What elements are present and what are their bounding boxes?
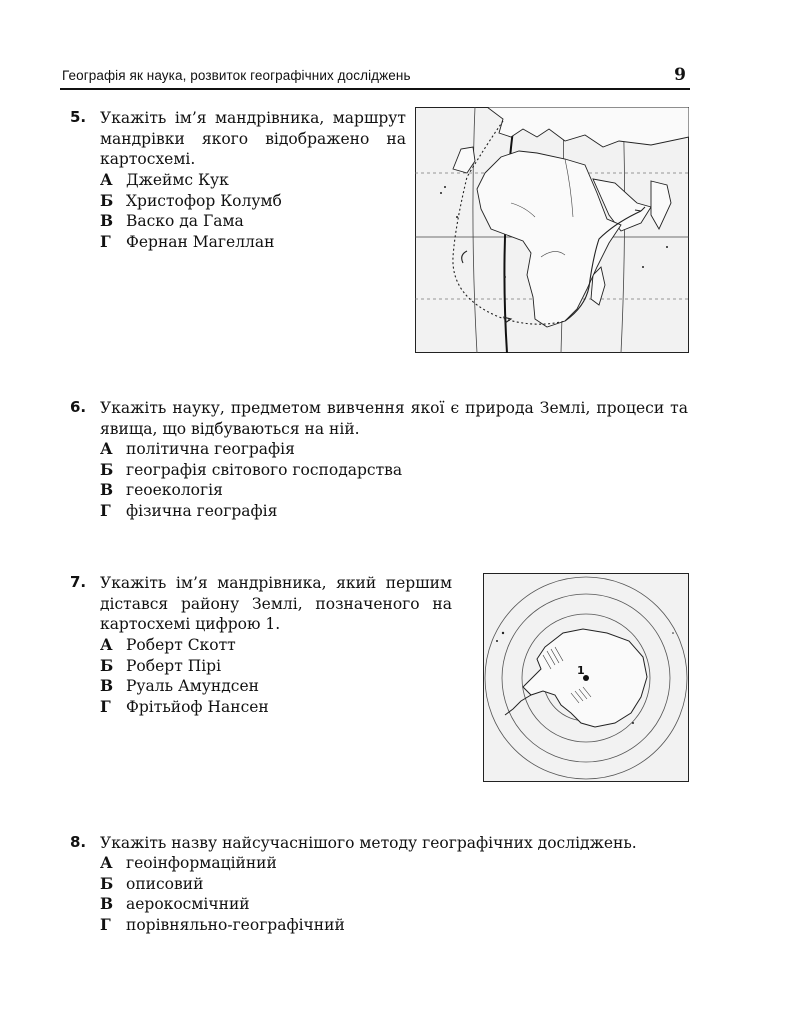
map-marker-label: 1	[577, 664, 585, 677]
option-letter: В	[100, 211, 114, 230]
question-7	[70, 573, 460, 723]
page-header	[60, 64, 690, 90]
answer-option-a[interactable]	[100, 635, 269, 656]
answer-option-d[interactable]	[100, 697, 269, 718]
option-text: геоінформаційний	[126, 854, 277, 872]
option-letter: В	[100, 676, 114, 695]
option-text: аерокосмічний	[126, 895, 250, 913]
answer-option-b[interactable]	[100, 460, 402, 481]
option-letter: Г	[100, 696, 111, 716]
question-5	[70, 108, 410, 258]
option-letter: Б	[100, 873, 114, 893]
antarctica-svg	[483, 573, 689, 782]
option-text: Роберт Скотт	[126, 636, 236, 654]
answer-option-d[interactable]	[100, 501, 402, 522]
option-text: геоекологія	[126, 481, 223, 499]
option-text: Фернан Магеллан	[126, 232, 275, 251]
option-letter: В	[100, 894, 114, 913]
option-letter: Г	[100, 500, 111, 520]
option-text: Христофор Колумб	[126, 191, 282, 210]
answer-options	[100, 853, 345, 935]
question-8	[70, 833, 690, 943]
option-text: Фрітьйоф Нансен	[126, 697, 269, 716]
question-number: 8.	[70, 833, 87, 851]
answer-options	[100, 439, 402, 521]
option-text: Руаль Амундсен	[126, 677, 259, 695]
answer-option-b[interactable]	[100, 874, 345, 895]
answer-option-a[interactable]	[100, 170, 282, 191]
question-text: Укажіть науку, предметом вивчення якої є природа Землі, процеси та явища, що відбуваються на ній.	[100, 399, 688, 438]
option-text: Васко да Гама	[126, 212, 244, 230]
question-text: Укажіть ім’я мандрівника, маршрут мандрівки якого відображено на картосхемі.	[100, 109, 406, 168]
answer-option-a[interactable]	[100, 439, 402, 460]
option-text: описовий	[126, 874, 204, 893]
option-letter: Б	[100, 459, 114, 479]
option-text: географія світового господарства	[126, 460, 403, 479]
route-map-africa	[415, 107, 689, 353]
answer-options	[100, 635, 269, 717]
question-text: Укажіть назву найсучаснішого методу географічних досліджень.	[100, 834, 637, 852]
answer-option-d[interactable]	[100, 232, 282, 253]
answer-option-b[interactable]	[100, 656, 269, 677]
option-text: фізична географія	[126, 501, 278, 520]
answer-options	[100, 170, 282, 252]
answer-option-c[interactable]	[100, 676, 269, 697]
option-letter: А	[100, 439, 113, 458]
option-letter: Г	[100, 914, 111, 934]
question-number: 5.	[70, 108, 87, 126]
option-text: порівняльно-географічний	[126, 915, 345, 934]
question-6	[70, 398, 690, 528]
answer-option-a[interactable]	[100, 853, 345, 874]
option-letter: А	[100, 170, 113, 189]
answer-option-c[interactable]	[100, 894, 345, 915]
option-text: Джеймс Кук	[126, 171, 229, 189]
section-title: Географія як наука, розвиток географічних досліджень	[62, 68, 411, 83]
option-letter: В	[100, 480, 114, 499]
option-text: Роберт Пірі	[126, 656, 222, 675]
option-letter: Б	[100, 655, 114, 675]
option-letter: Г	[100, 231, 111, 251]
question-number: 6.	[70, 398, 87, 416]
question-number: 7.	[70, 573, 87, 591]
answer-option-b[interactable]	[100, 191, 282, 212]
option-letter: А	[100, 853, 113, 872]
answer-option-c[interactable]	[100, 211, 282, 232]
answer-option-c[interactable]	[100, 480, 402, 501]
option-letter: Б	[100, 190, 114, 210]
page-number: 9	[674, 65, 686, 85]
africa-route-svg	[415, 107, 689, 353]
option-text: політична географія	[126, 440, 295, 458]
answer-option-d[interactable]	[100, 915, 345, 936]
option-letter: А	[100, 635, 113, 654]
question-text: Укажіть ім’я мандрівника, який першим дістався району Землі, позначеного на картосхемі цифрою 1.	[100, 574, 452, 633]
polar-map-antarctica	[483, 573, 689, 782]
